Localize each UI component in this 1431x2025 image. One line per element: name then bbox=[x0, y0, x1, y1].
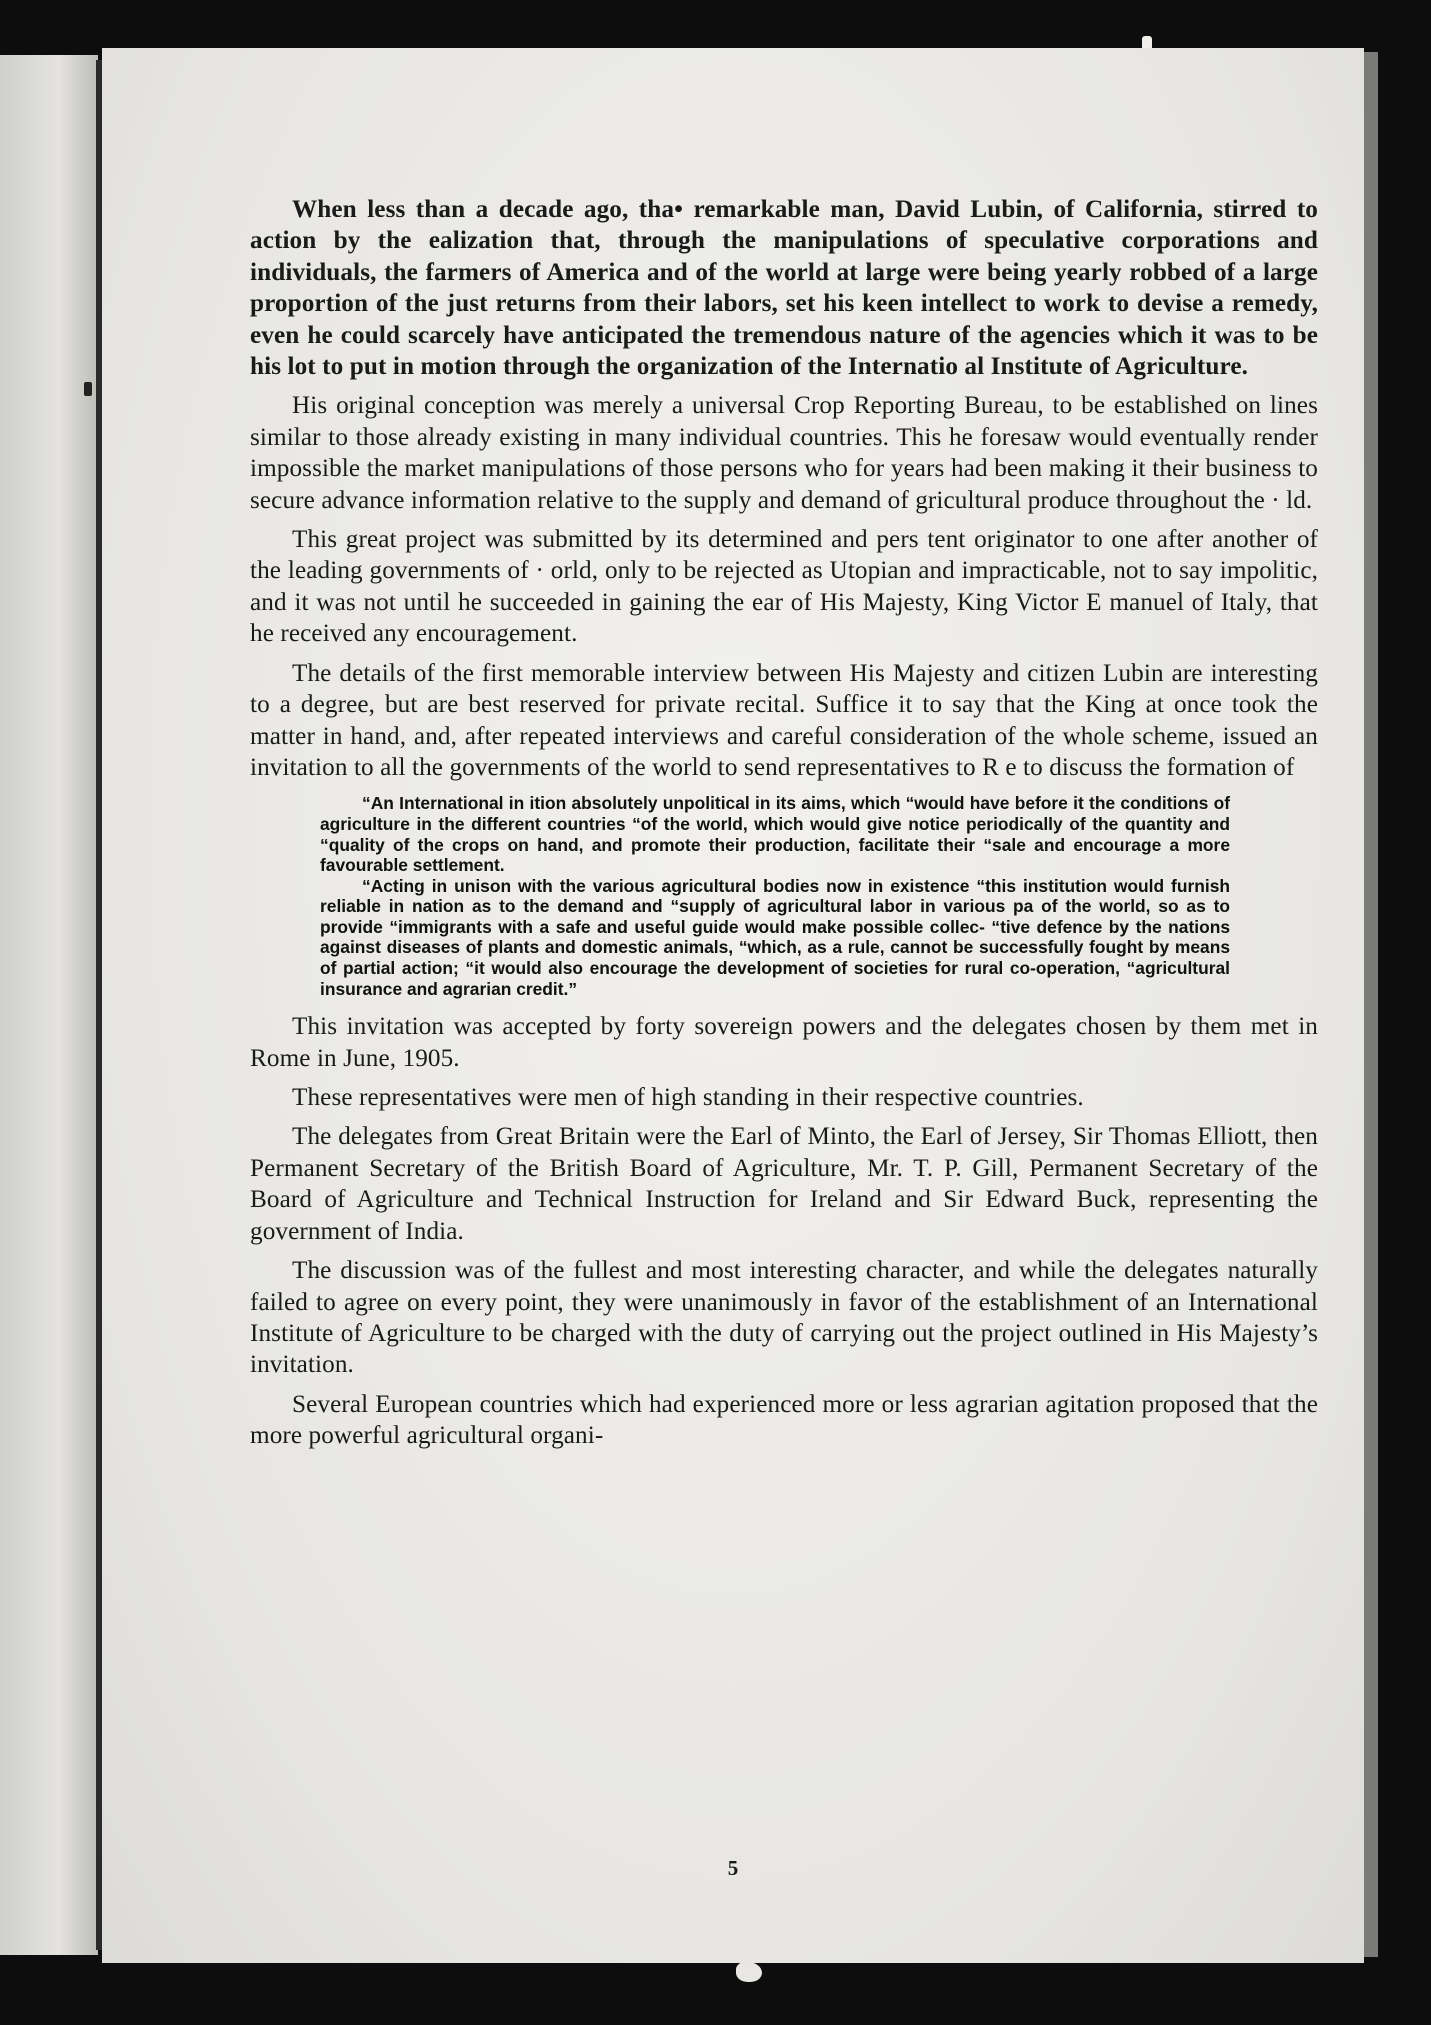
body-text bbox=[250, 194, 1318, 1460]
left-page-edge bbox=[0, 55, 98, 1955]
paragraph-interview: The details of the first memorable interview between His Majesty and citizen Lubin are interesting to a degree, but are best reserved for private recital. Suffice it to say that the King at once took the matter in hand, and, after repeated interviews and careful consideration of the whole scheme, issued an invitation to all the governments of the world to send representatives to R e to discuss the formation of bbox=[250, 659, 1318, 781]
scan-speck bbox=[84, 382, 92, 396]
paragraph-lubin: When less than a decade ago, tha• remarkable man, David Lubin, of California, stirred to action by the ealization that, through the manipulations of speculative corporations and individuals, the farmers of America and of the world at large were being yearly robbed of a large proportion of the just returns from their labors, set his keen intellect to work to devise a remedy, even he could scarcely have anticipated the tremendous nature of the agencies which it was to be his lot to put in motion through the organization of the Internatio al Institute of Agriculture. bbox=[250, 196, 1318, 381]
document-page bbox=[102, 48, 1364, 1963]
paragraph-delegates: The delegates from Great Britain were the Earl of Minto, the Earl of Jersey, Sir Thomas Elliott, then Permanent Secretary of the British Board of Agriculture, Mr. T. P. Gill, Permanent Secretary of the Board of Agriculture and Technical Instruction for Ireland and Sir Edward Buck, representing the government of India. bbox=[250, 1123, 1318, 1245]
page-number: 5 bbox=[727, 1856, 739, 1880]
quote-paragraph: “Acting in unison with the various agricultural bodies now in existence “this institution would furnish reliable in nation as to the demand and “supply of agricultural labor in various pa of the world, so as to provide “immigrants with a safe and useful guide would make possible collec- “tive defence by the nations against diseases of plants and domestic animals, “which, as a rule, cannot be successfully fought by means of partial action; “it would also encourage the development of societies for rural co-operation, “agricultural insurance and agrarian credit.” bbox=[320, 875, 1230, 999]
block-quote bbox=[320, 793, 1230, 999]
scan-speck bbox=[736, 1962, 762, 1982]
paragraph-european: Several European countries which had experienced more or less agrarian agitation proposed that the more powerful agricultural organi- bbox=[250, 1390, 1318, 1450]
paragraph-crop-bureau: His original conception was merely a universal Crop Reporting Bureau, to be established on lines similar to those already existing in many individual countries. This he foresaw would eventually render impossible the market manipulations of those persons who for years had been making it their business to secure advance information relative to the supply and demand of gricultural produce throughout the · ld. bbox=[250, 392, 1318, 514]
paragraph-discussion: The discussion was of the fullest and most interesting character, and while the delegates naturally failed to agree on every point, they were unanimously in favor of the establishment of an International Institute of Agriculture to be charged with the duty of carrying out the project outlined in His Majesty’s invitation. bbox=[250, 1257, 1318, 1379]
paragraph-project: This great project was submitted by its determined and pers tent originator to one after another of the leading governments of · orld, only to be rejected as Utopian and impracticable, not to say impolitic, and it was not until he succeeded in gaining the ear of His Majesty, King Victor E manuel of Italy, that he received any encouragement. bbox=[250, 526, 1318, 648]
paragraph-invitation: This invitation was accepted by forty sovereign powers and the delegates chosen by them met in Rome in June, 1905. bbox=[250, 1013, 1318, 1072]
quote-paragraph: “An International in ition absolutely unpolitical in its aims, which “would have before it the conditions of agriculture in the different countries “of the world, which would give notice periodically of the quantity and “quality of the crops on hand, and promote their production, facilitate their “sale and encourage a more favourable settlement. bbox=[320, 793, 1230, 876]
page-right-edge bbox=[1364, 52, 1378, 1957]
paragraph-representatives: These representatives were men of high standing in their respective countries. bbox=[292, 1084, 1084, 1112]
